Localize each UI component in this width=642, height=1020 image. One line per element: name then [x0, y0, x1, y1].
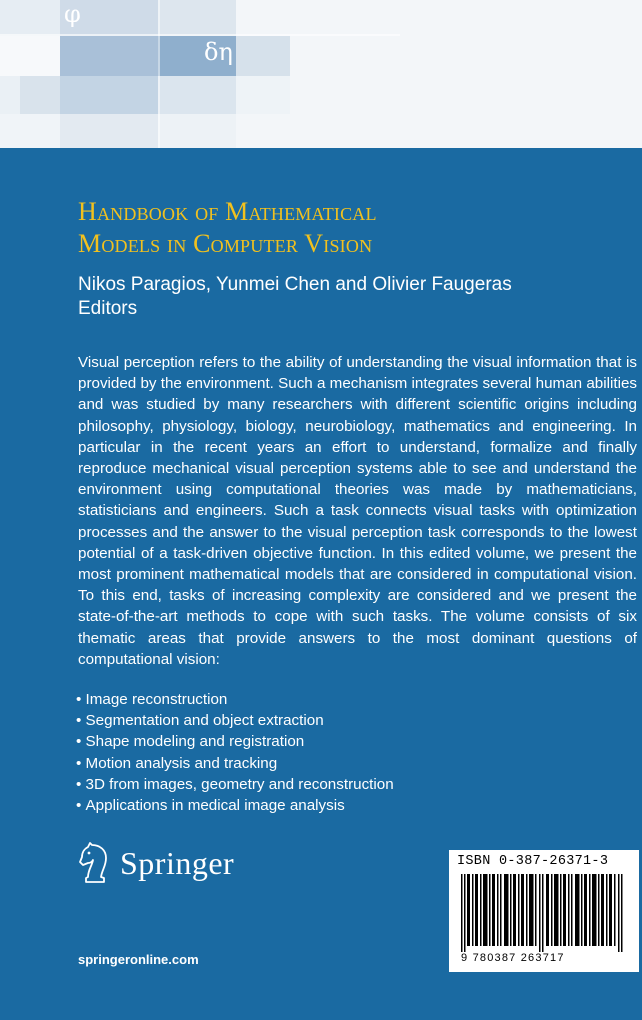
- decorative-header-band: [0, 0, 642, 148]
- isbn-label: ISBN 0-387-26371-3: [457, 854, 609, 869]
- book-description: Visual perception refers to the ability of understanding the visual information that is provided by the environment. Such a mechanism integrates several human abilities and was studied by many researchers with different scientific origins including philosophy, physiology, biology, neurobiology, mathematics and engineering. In particular in the recent years an effort to understand, formalize and finally reproduce mechanical visual perception systems able to see and understand the environment using computational theories was made by mathematicians, statisticians and engineers. Such a task connects visual tasks with optimization processes and the answer to the visual perception task corresponds to the lowest potential of a task-driven objective function. In this edited volume, we present the most prominent mathematical models that are considered in computational vision. To this end, tasks of increasing complexity are considered and we present the state-of-the-art methods to cope with such tasks. The volume consists of six thematic areas that provide answers to the most dominant questions of computational vision:: [78, 354, 637, 668]
- editors-role: Editors: [78, 298, 138, 319]
- book-title-line1: Handbook of Mathematical: [78, 197, 377, 226]
- topic-item: • Segmentation and object extraction: [76, 710, 394, 731]
- topic-item: • 3D from images, geometry and reconstruction: [76, 774, 394, 795]
- barcode-icon: [459, 874, 631, 952]
- topic-item: • Shape modeling and registration: [76, 731, 394, 752]
- phi-symbol: φ: [64, 0, 81, 28]
- topic-item: • Motion analysis and tracking: [76, 753, 394, 774]
- topic-item: • Image reconstruction: [76, 689, 394, 710]
- book-title: [78, 196, 377, 260]
- book-title-line2: Models in Computer Vision: [78, 229, 373, 258]
- publisher-logo: [78, 839, 234, 887]
- barcode-number: 9 780387 263717: [461, 952, 565, 964]
- publisher-name: Springer: [120, 844, 235, 881]
- chess-knight-icon: [78, 842, 112, 884]
- editors-block: [78, 273, 512, 321]
- editors-names: Nikos Paragios, Yunmei Chen and Olivier Faugeras: [78, 274, 512, 295]
- website-url[interactable]: springeronline.com: [78, 952, 199, 967]
- delta-eta-symbol: δη: [204, 38, 233, 66]
- topics-list: [76, 689, 394, 816]
- isbn-barcode-box: [449, 850, 639, 972]
- topic-item: • Applications in medical image analysis: [76, 795, 394, 816]
